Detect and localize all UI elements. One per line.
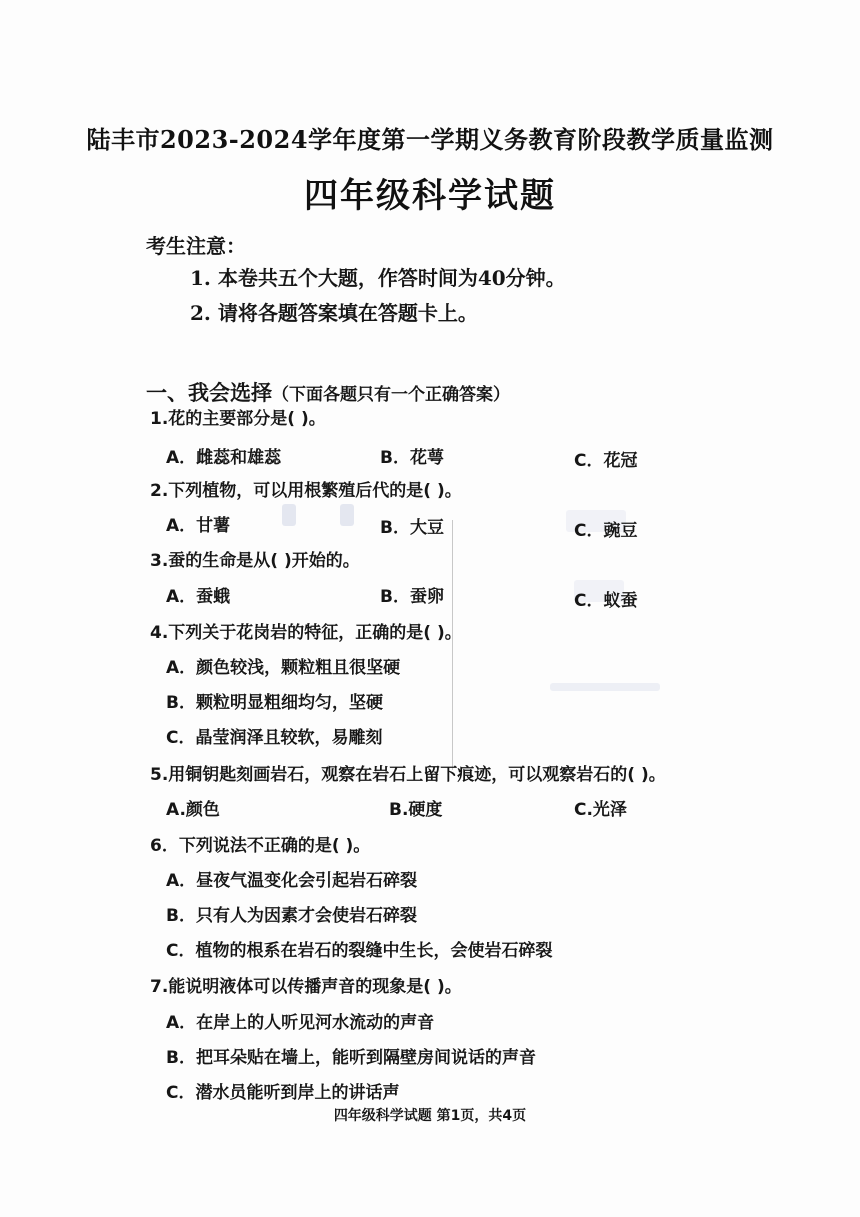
question-7: 7.能说明液体可以传播声音的现象是( )。 — [150, 977, 462, 997]
q4-option-a: A．颜色较浅，颗粒粗且很坚硬 — [166, 658, 401, 678]
q6-option-c: C．植物的根系在岩石的裂缝中生长，会使岩石碎裂 — [166, 941, 553, 961]
q6-option-b: B．只有人为因素才会使岩石碎裂 — [166, 906, 417, 926]
notice-item: 2. 请将各题答案填在答题卡上。 — [190, 301, 478, 325]
q7-option-c: C．潜水员能听到岸上的讲话声 — [166, 1083, 400, 1103]
scan-smudge — [550, 683, 660, 691]
q5-option-c: C.光泽 — [574, 800, 627, 820]
page-footer: 四年级科学试题 第1页，共4页 — [333, 1108, 527, 1124]
question-5: 5.用铜钥匙刻画岩石，观察在岩石上留下痕迹，可以观察岩石的( )。 — [150, 765, 666, 785]
question-2: 2.下列植物，可以用根繁殖后代的是( )。 — [150, 481, 462, 501]
scan-fold-line — [452, 520, 453, 770]
section-note: （下面各题只有一个正确答案） — [272, 385, 510, 405]
q3-option-a: A．蚕蛾 — [166, 587, 231, 607]
exam-subtitle: 四年级科学试题 — [304, 176, 556, 216]
q1-option-c: C．花冠 — [574, 451, 638, 471]
scan-smudge — [340, 504, 354, 526]
section-title: 一、我会选择 — [146, 380, 272, 405]
q2-option-b: B．大豆 — [380, 518, 444, 538]
question-6: 6．下列说法不正确的是( )。 — [150, 836, 371, 856]
q3-option-b: B．蚕卵 — [380, 587, 444, 607]
q5-option-a: A.颜色 — [166, 800, 220, 820]
q5-option-b: B.硬度 — [389, 800, 443, 820]
exam-title: 陆丰市2023-2024学年度第一学期义务教育阶段教学质量监测 — [86, 125, 774, 154]
question-4: 4.下列关于花岗岩的特征，正确的是( )。 — [150, 623, 462, 643]
q2-option-a: A．甘薯 — [166, 516, 231, 536]
q3-option-c: C．蚁蚕 — [574, 591, 638, 611]
q7-option-a: A．在岸上的人听见河水流动的声音 — [166, 1013, 435, 1033]
q7-option-b: B．把耳朵贴在墙上，能听到隔壁房间说话的声音 — [166, 1048, 536, 1068]
scan-smudge — [282, 504, 296, 526]
notice-item: 1. 本卷共五个大题，作答时间为40分钟。 — [190, 266, 566, 290]
notice-heading: 考生注意： — [146, 234, 246, 258]
q4-option-b: B．颗粒明显粗细均匀，坚硬 — [166, 693, 383, 713]
q6-option-a: A．昼夜气温变化会引起岩石碎裂 — [166, 871, 418, 891]
q4-option-c: C．晶莹润泽且较软，易雕刻 — [166, 728, 383, 748]
q2-option-c: C．豌豆 — [574, 521, 638, 541]
section-heading — [146, 377, 510, 407]
q1-option-a: A．雌蕊和雄蕊 — [166, 448, 282, 468]
question-3: 3.蚕的生命是从( )开始的。 — [150, 551, 360, 571]
q1-option-b: B．花萼 — [380, 448, 444, 468]
question-1: 1.花的主要部分是( )。 — [150, 409, 326, 429]
